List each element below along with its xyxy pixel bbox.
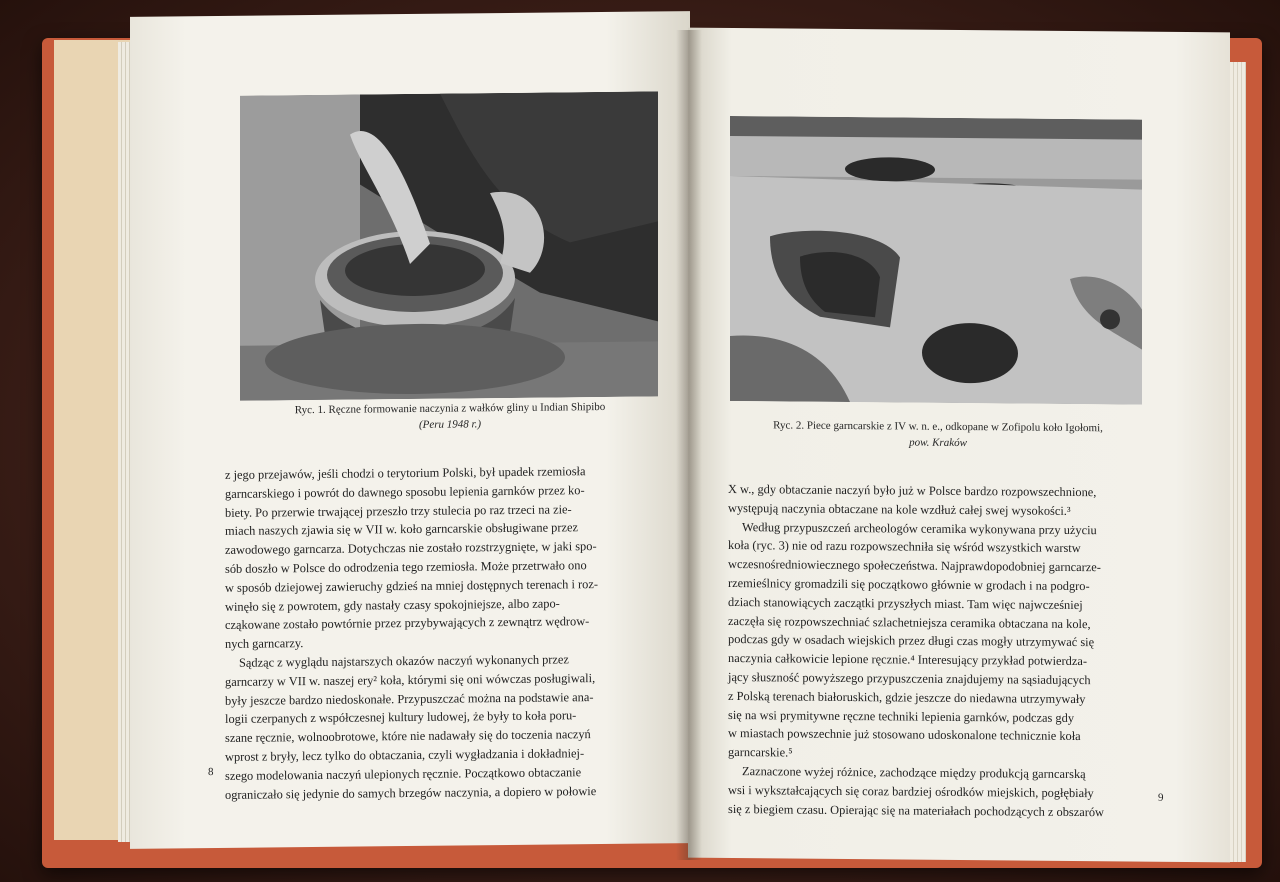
text-line: jący słuszność powyższego przypuszczenia znajdujemy na sąsiadujących (728, 669, 1091, 688)
text-line: Sądząc z wyglądu najstarszych okazów naczyń wykonanych przez (239, 652, 569, 670)
page-number-left: 8 (208, 766, 214, 779)
text-line: się z biegiem czasu. Opierając się na materiałach pochodzących z obszarów (728, 801, 1105, 819)
text-line: Według przypuszczeń archeologów ceramika wykonywana przy użyciu (742, 519, 1097, 537)
text-line: biety. Po przerwie trwającej przeszło trzy stulecia po raz trzeci na zie- (225, 501, 572, 520)
figure-1-caption-line2: (Peru 1948 r.) (418, 418, 482, 431)
text-line: podczas gdy w osadach wiejskich przez długi czas mogły utrzymywać się (728, 632, 1095, 650)
text-line: sób doszło w Polsce do odrodzenia tego rzemiosła. Może przetrwało ono (225, 558, 587, 576)
right-page-body (728, 480, 1198, 822)
text-line: winęło się z powrotem, gdy nastały czasy spokojniejsze, albo zapo- (225, 596, 560, 614)
figure-2-photo (730, 116, 1142, 405)
text-line: były jeszcze bardzo niedoskonałe. Przypuszczać można na podstawie ana- (225, 689, 594, 708)
text-line: zawodowego garncarza. Dotychczas nie zostało rozstrzygnięte, w jaki spo- (225, 539, 597, 558)
text-line: logii czerpanych z współczesnej kultury ludowej, że były to koła poru- (225, 708, 577, 727)
text-line: wsi i wykształcających się coraz bardziej ośrodków miejskich, pogłębiały (728, 782, 1094, 800)
text-line: występują naczynia obtaczane na kole wzdłuż całej swej wysokości.³ (728, 500, 1071, 518)
figure-2-caption-line1: Ryc. 2. Piece garncarskie z IV w. n. e., odkopane w Zofipolu koło Igołomi, (773, 419, 1103, 435)
text-line: w miastach powszechnie już stosowano udoskonalone technicznie koła (728, 726, 1081, 744)
figure-1-caption-line1: Ryc. 1. Ręczne formowanie naczynia z wałków gliny u Indian Shipibo (294, 400, 606, 417)
left-page (130, 11, 690, 849)
text-line: dziach stanowiących zaczątki przyszłych miast. Tam więc najwcześniej (728, 594, 1083, 612)
figure-2-caption-line2: pow. Kraków (909, 436, 967, 450)
left-page-body (225, 461, 685, 804)
text-line: szego modelowania naczyń ulepionych ręcznie. Początkowo obtaczanie (225, 764, 582, 783)
text-line: wczesnośredniowiecznego społeczeństwa. Najprawdopodobniej garncarze- (728, 557, 1101, 575)
text-line: miach naszych zjawia się w VII w. koło garncarskie obsługiwane przez (225, 520, 578, 539)
right-page (688, 28, 1230, 863)
page-number-right: 9 (1158, 791, 1164, 804)
text-line: naczynia całkowicie lepione ręcznie.⁴ Interesujący przykład potwierdza- (728, 651, 1087, 669)
text-line: wprost z bryły, lecz tylko do obtaczania, czyli wygładzania i dokładniej- (225, 746, 585, 764)
text-line: garncarskie.⁵ (728, 745, 793, 760)
text-line: garncarskiego i powrót do dawnego sposobu lepienia garnków przez ko- (225, 482, 585, 501)
text-line: X w., gdy obtaczanie naczyń było już w Polsce bardzo rozpowszechnione, (728, 481, 1097, 500)
text-line: garncarzy w VII w. naszej ery² koła, którymi się oni wówczas posługiwali, (225, 670, 596, 689)
figure-1-caption (225, 399, 675, 436)
text-line: Zaznaczone wyżej różnice, zachodzące między produkcją garncarską (742, 764, 1086, 782)
text-line: się na wsi prymitywne ręczne techniki lepienia garnków, podczas gdy (728, 707, 1075, 725)
text-line: rzemieślnicy gromadzili się początkowo głównie w grodach i na podgro- (728, 575, 1090, 594)
figure-2-caption (718, 418, 1158, 454)
book-gutter (676, 30, 702, 860)
text-line: szane ręcznie, wolnoobrotowe, które nie nadawały się do toczenia naczyń (225, 727, 591, 746)
text-line: koła (ryc. 3) nie od razu rozpowszechniła się wśród wszystkich warstw (728, 538, 1081, 556)
figure-1-photo (240, 91, 658, 400)
text-line: z jego przejawów, jeśli chodzi o terytorium Polski, był upadek rzemiosła (225, 464, 586, 482)
text-line: ograniczało się jedynie do samych brzegów naczynia, a dopiero w połowie (225, 783, 597, 802)
text-line: nych garncarzy. (225, 636, 304, 652)
text-line: cząkowane zostało powtórnie przez przybywających z zewnątrz wędrow- (225, 614, 590, 633)
text-line: z Polską terenach białoruskich, gdzie jeszcze do niedawna utrzymywały (728, 688, 1086, 706)
text-line: w sposób dziejowej zawieruchy gdzieś na mniej dostępnych terenach i roz- (225, 576, 598, 595)
text-line: zaczęła się rozpowszechniać szlachetniejsza ceramika obtaczana na kole, (728, 613, 1091, 631)
